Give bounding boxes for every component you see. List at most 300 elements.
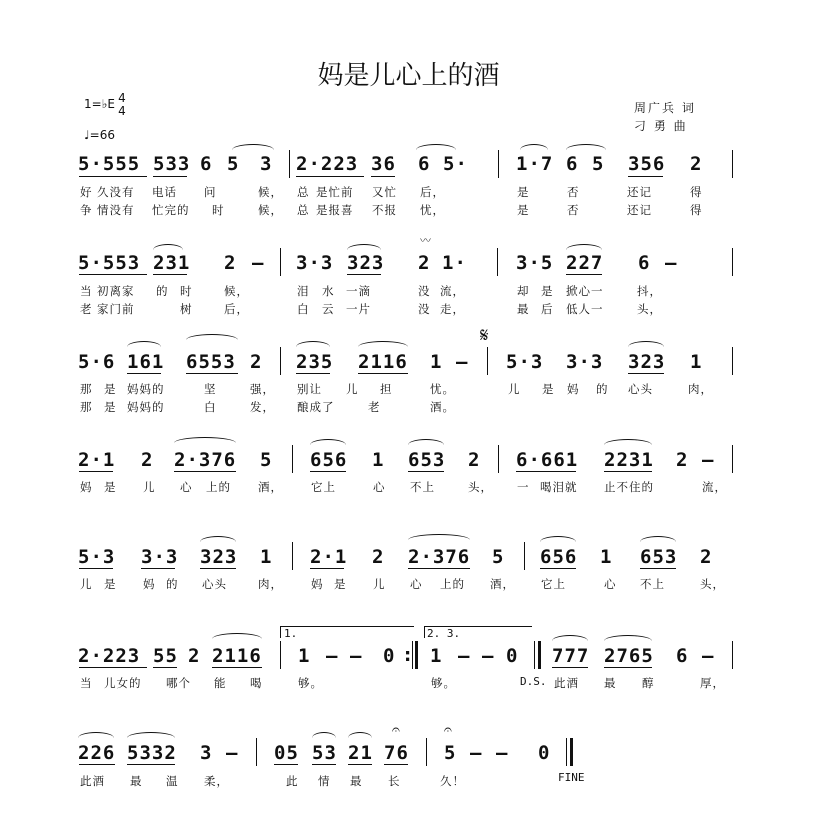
note-group: 2	[468, 449, 481, 471]
barline	[280, 248, 281, 276]
lyric: 时	[180, 284, 193, 298]
lyric: 时	[212, 203, 225, 217]
lyric: 止不住的	[604, 480, 654, 494]
slur	[628, 341, 664, 347]
lyric: 那	[80, 382, 93, 396]
note-group: –	[702, 645, 715, 667]
note-group: –	[470, 742, 483, 764]
lyric: 当	[80, 284, 93, 298]
beam	[516, 471, 576, 472]
note-group: 5·553	[78, 252, 141, 274]
time-bottom: 4	[118, 104, 126, 118]
segno-icon: 𝄋	[480, 323, 489, 347]
barline	[289, 150, 290, 178]
note-group: 6	[200, 153, 213, 175]
lyric: 肉，	[258, 577, 283, 591]
dal-segno-marking: D.S.	[520, 675, 547, 688]
lyric: 是	[517, 185, 530, 199]
lyric: 好	[80, 185, 93, 199]
lyric: 否	[567, 185, 580, 199]
lyric: 够。	[298, 676, 323, 690]
note-group: 2	[250, 351, 263, 373]
lyric: 候，	[224, 284, 249, 298]
lyric: 最	[604, 676, 617, 690]
note-group: 227	[566, 252, 604, 274]
slur	[416, 144, 456, 150]
note-group: 5	[260, 449, 273, 471]
lyric: 别让	[297, 382, 322, 396]
beam	[274, 764, 298, 765]
lyric: 走，	[440, 302, 465, 316]
barline	[426, 738, 427, 766]
note-group: 5·555	[78, 153, 141, 175]
volta-label: 2. 3.	[427, 627, 461, 640]
note-group: 3·3	[296, 252, 334, 274]
barline	[498, 445, 499, 473]
note-group: 5	[592, 153, 605, 175]
note-group: 1	[430, 645, 443, 667]
lyric: 忧，	[420, 203, 445, 217]
lyric: 妈	[311, 577, 324, 591]
lyric: 的	[596, 382, 609, 396]
lyric: 是	[104, 577, 117, 591]
lyric: 上的	[440, 577, 465, 591]
note-group: 5·6	[78, 351, 116, 373]
note-group: 2	[700, 546, 713, 568]
beam	[408, 568, 470, 569]
note-group: 653	[640, 546, 678, 568]
lyric: 儿女的	[104, 676, 142, 690]
note-group: 323	[628, 351, 666, 373]
lyric: 最	[130, 774, 143, 788]
note-group: 656	[310, 449, 348, 471]
beam	[186, 373, 238, 374]
note-group: 5332	[127, 742, 177, 764]
lyric: 后	[541, 302, 554, 316]
lyric: 此酒	[554, 676, 579, 690]
barline	[497, 248, 498, 276]
tempo-marking: ♩=66	[84, 128, 115, 142]
note-group: 356	[628, 153, 666, 175]
note-group: –	[458, 645, 471, 667]
lyric: 心	[373, 480, 386, 494]
note-group: 5·3	[506, 351, 544, 373]
note-group: 0	[538, 742, 551, 764]
lyric: 问	[204, 185, 217, 199]
beam	[640, 568, 676, 569]
note-group: 653	[408, 449, 446, 471]
barline	[732, 641, 733, 669]
lyric: 头，	[637, 302, 662, 316]
barline	[280, 641, 281, 669]
note-group: –	[702, 449, 715, 471]
beam	[628, 373, 664, 374]
lyric: 又忙	[372, 185, 397, 199]
beam	[174, 471, 236, 472]
lyric: 此酒	[80, 774, 105, 788]
volta-bracket	[280, 626, 281, 638]
note-group: 161	[127, 351, 165, 373]
lyric: 抖，	[637, 284, 662, 298]
barline	[280, 347, 281, 375]
beam	[141, 568, 175, 569]
lyric: 家门前	[97, 302, 135, 316]
beam	[347, 274, 381, 275]
lyric: 儿	[80, 577, 93, 591]
lyric: 妈妈的	[127, 382, 165, 396]
slur	[232, 144, 274, 150]
lyric: 情	[318, 774, 331, 788]
slur	[174, 437, 236, 443]
note-group: 3	[260, 153, 273, 175]
note-group: 323	[347, 252, 385, 274]
lyric: 没	[418, 302, 431, 316]
barline	[487, 347, 488, 375]
lyric: 忧。	[430, 382, 455, 396]
slur	[552, 635, 588, 641]
page-title: 妈是儿心上的酒	[317, 61, 500, 91]
lyric: 喝泪就	[540, 480, 578, 494]
lyric: 一滴	[346, 284, 371, 298]
lyricist-credit: 周广兵 词	[634, 101, 696, 115]
lyric: 总	[297, 203, 310, 217]
note-group: 3	[200, 742, 213, 764]
slur	[347, 244, 381, 250]
slur	[566, 144, 606, 150]
note-group: –	[665, 252, 678, 274]
beam	[408, 471, 444, 472]
beam	[79, 667, 147, 668]
lyric: 争	[80, 203, 93, 217]
lyric: 妈	[143, 577, 156, 591]
lyric: 老	[368, 400, 381, 414]
note-group: 2	[188, 645, 201, 667]
lyric: 不上	[640, 577, 665, 591]
note-group: 36	[371, 153, 396, 175]
final-barline	[570, 738, 573, 766]
trill-icon: 〰	[420, 234, 431, 247]
beam	[540, 568, 576, 569]
lyric: 长	[388, 774, 401, 788]
note-group: 2·223	[296, 153, 359, 175]
barline	[732, 150, 733, 178]
lyric: 是报喜	[316, 203, 354, 217]
note-group: 6	[676, 645, 689, 667]
lyric: 酿成了	[297, 400, 335, 414]
note-group: 231	[153, 252, 191, 274]
lyric: 水	[322, 284, 335, 298]
note-group: 2·376	[408, 546, 471, 568]
slur	[186, 334, 238, 340]
lyric: 心	[180, 480, 193, 494]
beam	[384, 764, 408, 765]
note-group: 1	[430, 351, 443, 373]
lyric: 妈妈的	[127, 400, 165, 414]
lyric: 它上	[541, 577, 566, 591]
lyric: 白	[297, 302, 310, 316]
barline	[566, 738, 567, 766]
lyric: 电话	[152, 185, 177, 199]
lyric: 它上	[311, 480, 336, 494]
note-group: 656	[540, 546, 578, 568]
lyric: 上的	[206, 480, 231, 494]
barline	[292, 542, 293, 570]
note-group: –	[226, 742, 239, 764]
lyric: 儿	[508, 382, 521, 396]
lyric: 最	[517, 302, 530, 316]
lyric: 担	[380, 382, 393, 396]
time-signature	[117, 92, 127, 118]
slur	[127, 732, 175, 738]
beam	[566, 274, 602, 275]
lyric: 低人一	[566, 302, 604, 316]
note-group: 76	[384, 742, 409, 764]
key-signature: 1=♭E	[84, 97, 115, 111]
beam	[212, 667, 262, 668]
slur	[212, 633, 262, 639]
note-group: 3·5	[516, 252, 554, 274]
lyric: 酒，	[258, 480, 283, 494]
lyric: 一	[517, 480, 530, 494]
lyric: 初离家	[97, 284, 135, 298]
slur	[520, 144, 548, 150]
lyric: 头，	[700, 577, 725, 591]
lyric: 是	[517, 203, 530, 217]
slur	[358, 341, 408, 347]
volta-bracket	[424, 626, 425, 638]
lyric: 最	[350, 774, 363, 788]
lyric: 掀心一	[566, 284, 604, 298]
lyric: 老	[80, 302, 93, 316]
note-group: 323	[200, 546, 238, 568]
barline	[256, 738, 257, 766]
beam	[296, 373, 330, 374]
note-group: 5	[492, 546, 505, 568]
note-group: 6	[418, 153, 431, 175]
lyric: 流，	[702, 480, 727, 494]
lyric: 不上	[410, 480, 435, 494]
lyric: 心	[410, 577, 423, 591]
lyric: 哪个	[166, 676, 191, 690]
note-group: –	[482, 645, 495, 667]
note-group: 2	[690, 153, 703, 175]
note-group: 05	[274, 742, 299, 764]
slur	[312, 732, 336, 738]
note-group: 5	[444, 742, 457, 764]
lyric: 心	[604, 577, 617, 591]
lyric: 没	[418, 284, 431, 298]
fermata-icon: 𝄐	[444, 722, 452, 738]
lyric: 久！	[440, 774, 465, 788]
lyric: 云	[322, 302, 335, 316]
note-group: 2	[372, 546, 385, 568]
lyric: 得	[690, 185, 703, 199]
lyric: 否	[567, 203, 580, 217]
note-group: 53	[312, 742, 337, 764]
note-group: 1	[298, 645, 311, 667]
lyric: 醇	[642, 676, 655, 690]
note-group: 2·1	[78, 449, 116, 471]
lyric: 妈	[80, 480, 93, 494]
lyric: 泪	[297, 284, 310, 298]
note-group: 21	[348, 742, 373, 764]
lyric: 不报	[372, 203, 397, 217]
section-barline	[538, 641, 541, 669]
lyric: 白	[204, 400, 217, 414]
lyric: 是忙前	[316, 185, 354, 199]
lyric: 树	[180, 302, 193, 316]
beam	[604, 667, 652, 668]
slur	[640, 536, 676, 542]
lyric: 那	[80, 400, 93, 414]
barline	[524, 542, 525, 570]
note-group: 2	[141, 449, 154, 471]
note-group: 777	[552, 645, 590, 667]
lyric: 是	[334, 577, 347, 591]
slur	[408, 534, 470, 540]
beam	[153, 274, 187, 275]
note-group: –	[326, 645, 339, 667]
lyric: 情没有	[97, 203, 135, 217]
volta-bracket	[280, 626, 414, 627]
lyric: 发，	[250, 400, 275, 414]
beam	[153, 667, 177, 668]
slur	[200, 536, 236, 542]
lyric: 是	[542, 382, 555, 396]
note-group: –	[496, 742, 509, 764]
note-group: 1	[690, 351, 703, 373]
repeat-end-barline	[415, 641, 418, 669]
lyric: 的	[156, 284, 169, 298]
slur	[348, 732, 372, 738]
note-group: 5·3	[78, 546, 116, 568]
beam	[310, 471, 346, 472]
lyric: 酒，	[490, 577, 515, 591]
lyric: 候，	[258, 203, 283, 217]
note-group: 1	[600, 546, 613, 568]
beam	[200, 568, 236, 569]
lyric: 儿	[346, 382, 359, 396]
lyric: 儿	[373, 577, 386, 591]
slur	[540, 536, 576, 542]
lyric: 此	[286, 774, 299, 788]
lyric: 温	[166, 774, 179, 788]
lyric: 流，	[440, 284, 465, 298]
lyric: 够。	[431, 676, 456, 690]
lyric: 总	[297, 185, 310, 199]
note-group: 2·376	[174, 449, 237, 471]
note-group: 1·7	[516, 153, 554, 175]
lyric: 坚	[204, 382, 217, 396]
note-group: 226	[78, 742, 116, 764]
note-group: 55	[153, 645, 178, 667]
note-group: 1	[372, 449, 385, 471]
barline	[412, 641, 413, 669]
lyric: 肉，	[688, 382, 713, 396]
lyric: 是	[104, 382, 117, 396]
slur	[604, 635, 652, 641]
note-group: 3·3	[141, 546, 179, 568]
fine-marking: FINE	[558, 771, 585, 784]
beam	[127, 373, 161, 374]
lyric: 酒。	[430, 400, 455, 414]
note-group: 2·223	[78, 645, 141, 667]
repeat-dots: :	[404, 645, 412, 666]
lyric: 还记	[627, 203, 652, 217]
lyric: 忙完的	[152, 203, 190, 217]
note-group: 3·3	[566, 351, 604, 373]
beam	[153, 176, 187, 177]
note-group: 6·661	[516, 449, 579, 471]
note-group: 235	[296, 351, 334, 373]
lyric: 后，	[224, 302, 249, 316]
note-group: 1	[260, 546, 273, 568]
beam	[79, 764, 115, 765]
note-group: 2	[676, 449, 689, 471]
lyric: 心头	[202, 577, 227, 591]
note-group: –	[252, 252, 265, 274]
note-group: 1·	[442, 252, 467, 274]
lyric: 候，	[258, 185, 283, 199]
slur	[566, 244, 602, 250]
note-group: 2231	[604, 449, 654, 471]
lyric: 还记	[627, 185, 652, 199]
lyric: 一片	[346, 302, 371, 316]
slur	[78, 732, 114, 738]
beam	[79, 471, 113, 472]
lyric: 喝	[250, 676, 263, 690]
beam	[552, 667, 588, 668]
fermata-icon: 𝄐	[392, 722, 400, 738]
note-group: 6	[566, 153, 579, 175]
beam	[127, 764, 175, 765]
lyric: 能	[214, 676, 227, 690]
slur	[296, 341, 330, 347]
beam	[296, 176, 364, 177]
note-group: 6553	[186, 351, 236, 373]
lyric: 得	[690, 203, 703, 217]
lyric: 的	[166, 577, 179, 591]
lyric: 是	[104, 480, 117, 494]
beam	[604, 471, 652, 472]
note-group: 2765	[604, 645, 654, 667]
composer-credit: 刁 勇 曲	[634, 119, 688, 133]
barline	[292, 445, 293, 473]
barline	[732, 248, 733, 276]
beam	[628, 176, 663, 177]
slur	[127, 341, 161, 347]
slur	[604, 439, 652, 445]
note-group: 5·	[443, 153, 468, 175]
beam	[348, 764, 372, 765]
barline	[534, 641, 535, 669]
beam	[358, 373, 408, 374]
note-group: 2	[224, 252, 237, 274]
volta-label: 1.	[284, 627, 298, 640]
lyric: 妈	[567, 382, 580, 396]
beam	[310, 568, 344, 569]
lyric: 当	[80, 676, 93, 690]
beam	[79, 274, 147, 275]
note-group: 2116	[358, 351, 408, 373]
barline	[732, 347, 733, 375]
time-top: 4	[118, 91, 126, 105]
note-group: 0	[506, 645, 519, 667]
slur	[408, 439, 444, 445]
note-group: 0	[383, 645, 396, 667]
note-group: 5	[227, 153, 240, 175]
note-group: 2	[418, 252, 431, 274]
